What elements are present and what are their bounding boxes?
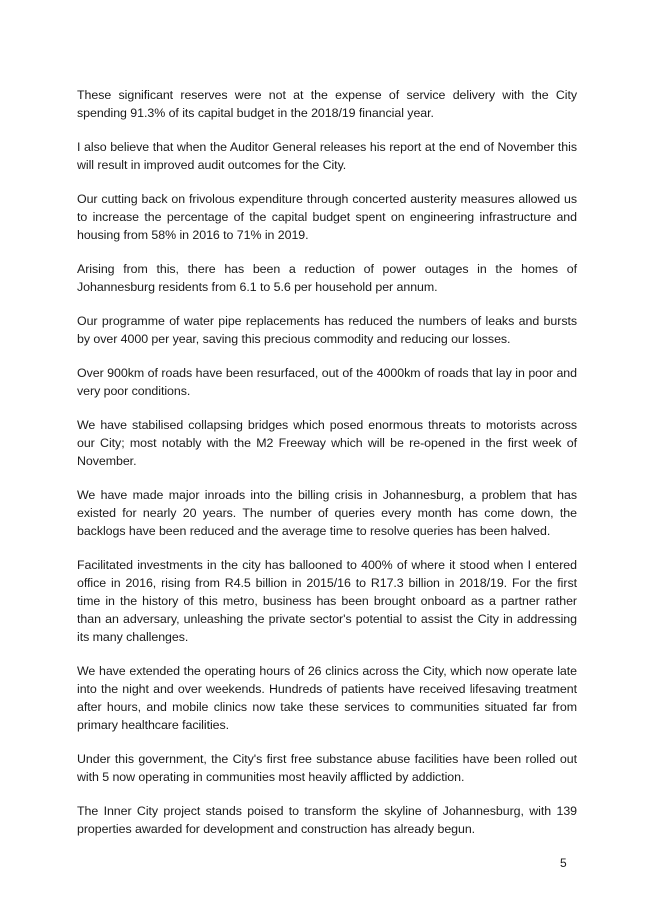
page-number: 5 bbox=[560, 856, 567, 870]
paragraph-water-pipes: Our programme of water pipe replacements has reduced the numbers of leaks and bursts by over 4000 per year, saving this precious commodity and reducing our losses. bbox=[77, 314, 577, 346]
paragraph-investments: Facilitated investments in the city has ballooned to 400% of where it stood when I entered office in 2016, rising from R4.5 billion in 2015/16 to R17.3 billion in 2018/19. For the first time in the history of this metro, business has been brought onboard as a partner rather than an adversary, unleashing the private sector's potential to assist the City in addressing its many challenges. bbox=[77, 558, 577, 644]
paragraph-substance-abuse: Under this government, the City's first free substance abuse facilities have been rolled out with 5 now operating in communities most heavily afflicted by addiction. bbox=[77, 752, 577, 784]
paragraph-auditor-general: I also believe that when the Auditor General releases his report at the end of November this will result in improved audit outcomes for the City. bbox=[77, 140, 577, 172]
paragraph-billing: We have made major inroads into the billing crisis in Johannesburg, a problem that has existed for nearly 20 years. The number of queries every month has come down, the backlogs have been reduced and the average time to resolve queries has been halved. bbox=[77, 488, 577, 538]
paragraph-reserves: These significant reserves were not at the expense of service delivery with the City spending 91.3% of its capital budget in the 2018/19 financial year. bbox=[77, 88, 577, 120]
paragraph-bridges: We have stabilised collapsing bridges which posed enormous threats to motorists across our City; most notably with the M2 Freeway which will be re-opened in the first week of November. bbox=[77, 418, 577, 468]
paragraph-inner-city: The Inner City project stands poised to transform the skyline of Johannesburg, with 139 properties awarded for development and construction has already begun. bbox=[77, 804, 577, 836]
paragraph-austerity: Our cutting back on frivolous expenditure through concerted austerity measures allowed us to increase the percentage of the capital budget spent on engineering infrastructure and housing from 58% in 2016 to 71% in 2019. bbox=[77, 192, 577, 242]
paragraph-clinics: We have extended the operating hours of 26 clinics across the City, which now operate late into the night and over weekends. Hundreds of patients have received lifesaving treatment after hours, and mobile clinics now take these services to communities situated far from primary healthcare facilities. bbox=[77, 664, 577, 732]
paragraph-roads: Over 900km of roads have been resurfaced, out of the 4000km of roads that lay in poor and very poor conditions. bbox=[77, 366, 577, 398]
paragraph-power-outages: Arising from this, there has been a reduction of power outages in the homes of Johannesburg residents from 6.1 to 5.6 per household per annum. bbox=[77, 262, 577, 294]
document-body bbox=[77, 86, 577, 854]
